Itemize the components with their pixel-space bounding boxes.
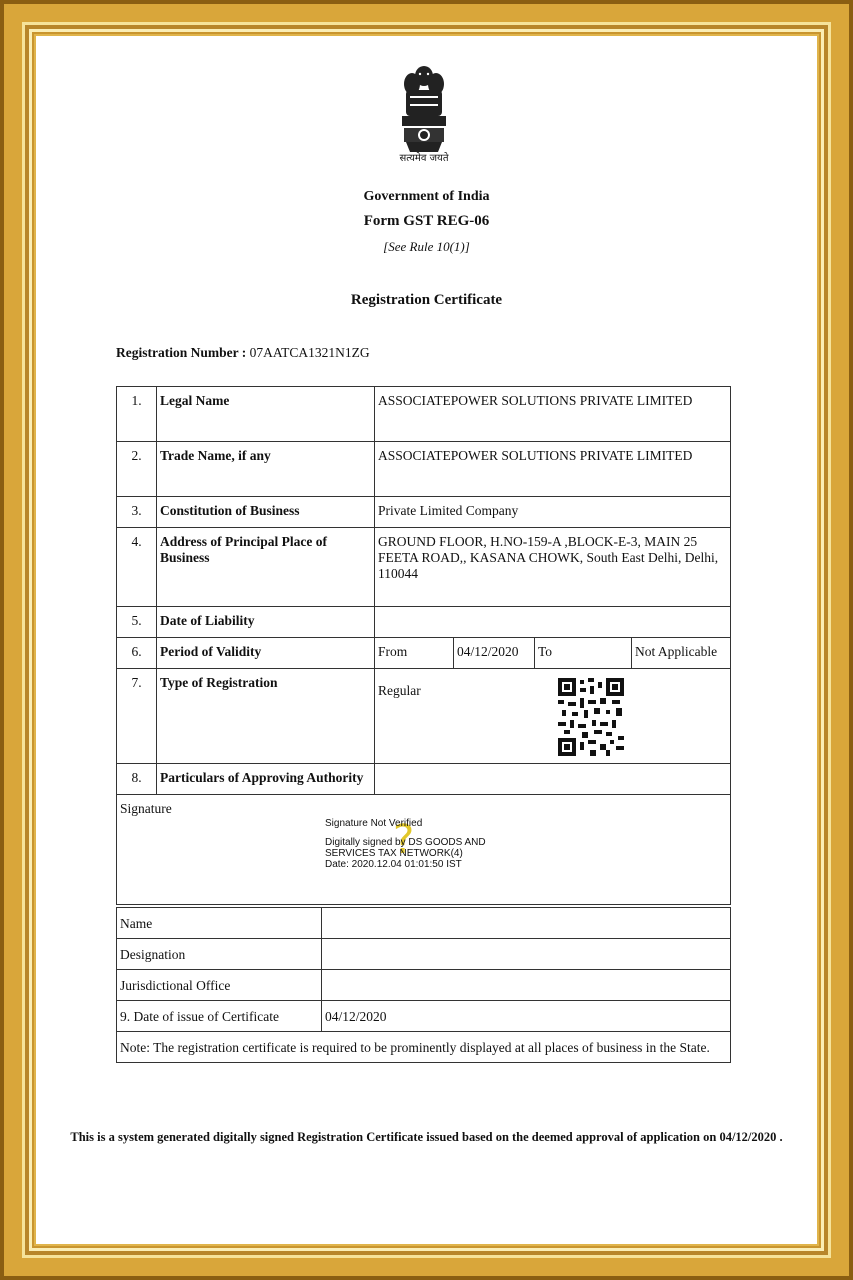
table-row	[117, 607, 731, 638]
legal-name-value: ASSOCIATEPOWER SOLUTIONS PRIVATE LIMITED	[375, 387, 731, 442]
validity-to-value: Not Applicable	[632, 638, 731, 669]
row-label: Address of Principal Place of Business	[157, 528, 375, 607]
row-label: Particulars of Approving Authority	[157, 764, 375, 795]
government-heading: Government of India	[363, 189, 490, 204]
row-label: Legal Name	[157, 387, 375, 442]
row-number: 3.	[117, 497, 157, 528]
name-value	[322, 908, 731, 939]
registration-type-value: Regular	[375, 669, 731, 764]
issue-date-label: 9. Date of issue of Certificate	[117, 1001, 322, 1032]
table-row	[117, 764, 731, 795]
row-number: 1.	[117, 387, 157, 442]
row-number: 4.	[117, 528, 157, 607]
validity-to-label: To	[535, 638, 632, 669]
table-row	[117, 908, 731, 939]
row-number: 7.	[117, 669, 157, 764]
jurisdictional-office-label: Jurisdictional Office	[117, 970, 322, 1001]
table-row	[117, 528, 731, 607]
signature-date: Date: 2020.12.04 01:01:50 IST	[325, 859, 462, 870]
row-number: 5.	[117, 607, 157, 638]
authority-details-table	[116, 907, 731, 1063]
row-label: Date of Liability	[157, 607, 375, 638]
table-row	[117, 638, 731, 669]
name-label: Name	[117, 908, 322, 939]
table-row	[117, 442, 731, 497]
rule-reference: [See Rule 10(1)]	[383, 239, 470, 254]
table-row	[117, 1032, 731, 1063]
constitution-value: Private Limited Company	[375, 497, 731, 528]
qr-code-icon	[558, 678, 624, 756]
row-number: 2.	[117, 442, 157, 497]
designation-value	[322, 939, 731, 970]
row-label: Type of Registration	[157, 669, 375, 764]
emblem-motto: सत्यमेव जयते	[399, 153, 449, 164]
row-label: Constitution of Business	[157, 497, 375, 528]
table-row	[117, 669, 731, 764]
row-number: 6.	[117, 638, 157, 669]
approving-authority-value	[375, 764, 731, 795]
table-row	[117, 939, 731, 970]
registration-number-value: 07AATCA1321N1ZG	[249, 345, 370, 360]
table-row	[117, 497, 731, 528]
validity-from-date: 04/12/2020	[454, 638, 535, 669]
signature-status: Signature Not Verified	[325, 818, 423, 829]
table-row	[117, 387, 731, 442]
digital-signature-block	[325, 818, 486, 870]
jurisdictional-office-value	[322, 970, 731, 1001]
address-value: GROUND FLOOR, H.NO-159-A ,BLOCK-E-3, MAIN 25 FEETA ROAD,, KASANA CHOWK, South East Delhi, Delhi, 110044	[375, 528, 731, 607]
signature-label: Signature	[117, 795, 731, 905]
certificate-title: Registration Certificate	[350, 292, 503, 308]
trade-name-value: ASSOCIATEPOWER SOLUTIONS PRIVATE LIMITED	[375, 442, 731, 497]
designation-label: Designation	[117, 939, 322, 970]
system-generated-note: This is a system generated digitally signed Registration Certificate issued based on the deemed approval of application on 04/12/2020 .	[70, 1130, 783, 1144]
signature-question-mark-icon: ?	[393, 817, 415, 863]
registration-number-label: Registration Number :	[116, 345, 247, 360]
registration-number-line	[116, 345, 370, 361]
form-heading: Form GST REG-06	[363, 213, 490, 229]
row-label: Period of Validity	[157, 638, 375, 669]
row-label: Trade Name, if any	[157, 442, 375, 497]
date-of-liability-value	[375, 607, 731, 638]
table-row	[117, 1001, 731, 1032]
row-number: 8.	[117, 764, 157, 795]
signature-signer: SERVICES TAX NETWORK(4)	[325, 848, 463, 859]
issue-date-value: 04/12/2020	[322, 1001, 731, 1032]
table-row	[117, 970, 731, 1001]
signature-signed-by: Digitally signed by DS GOODS AND	[325, 837, 486, 848]
display-note: Note: The registration certificate is required to be prominently displayed at all places of business in the State.	[117, 1032, 731, 1063]
validity-from-label: From	[375, 638, 454, 669]
